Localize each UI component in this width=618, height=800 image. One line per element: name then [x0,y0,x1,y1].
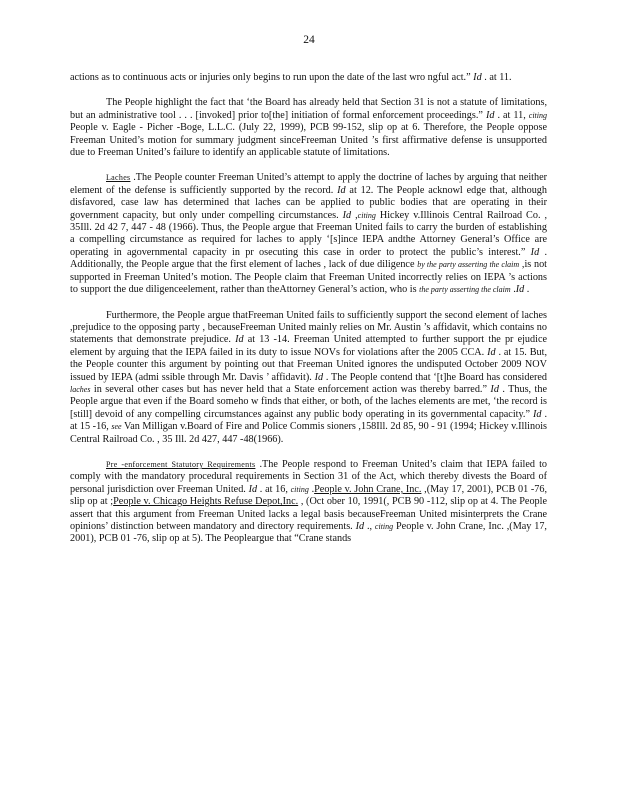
text-segment: .The People respond to Freeman United’s claim that IEPA failed to comply with the mandatory procedural requirements in Section 31 of the Act, which thereby divests the Board of personal jurisdiction over Freeman United. [70,458,547,495]
text-segment-heading-u: Pre -enforcement Statutory Requirements [106,459,256,469]
text-segment-heading-u: Laches [106,173,131,183]
text-segment: ,(May 17, 2001), PCB 01 -76, slip op at ; [70,483,548,508]
text-segment: . [308,483,315,495]
text-segment: . at 11. [481,72,512,83]
text-segment-ital: Id [314,371,324,383]
text-segment-small-it: citing [528,110,547,120]
text-segment-u: People v. John Crane, Inc. [314,483,422,495]
text-segment: The People highlight the fact that ‘the Board has already held that Section 31 is not a statute of limitations, but an administrative tool . . . [invoked] prior to[the] initiation of formal enforcement proceedings.” [70,97,547,121]
text-segment-ital: Id [485,109,495,121]
text-segment: Hickey v.Illinois Central Railroad Co. , 35Ill. 2d 42 7, 447 - 48 (1966). Thus, the People argue that Freeman United fails to carry the burden of establishing a compelling circumstance as required for laches to apply ‘[s]ince IEPA andthe Attorney General’s Office are operating in agovernmental capacity in pr osecuting this case in order to protect the public’s interest.” [70,209,547,258]
text-segment: . [510,284,516,296]
text-segment: .The People counter Freeman United’s attempt to apply the doctrine of laches by arguing that neither element of the defense is sufficiently supported by the record. [70,172,547,196]
text-segment-ital: Id [515,284,525,296]
page-number: 24 [303,34,315,46]
text-segment: in several other cases but has never held that a State enforcement action was thereby barred.” [90,383,491,395]
paragraph-laches [70,172,547,296]
text-segment-ital: Id [355,521,365,532]
text-segment-ital: Id [532,408,542,420]
text-segment-ital: Id [342,209,352,221]
text-segment-small-it: citing [374,522,394,531]
page-body [70,72,547,559]
text-segment-ital: Id [235,334,244,346]
text-segment: . at 11, [494,109,529,121]
text-segment: . at 16, [257,483,291,495]
text-segment: ,is not supported in Freeman United’s motion. The People claim that Freeman United incorrectly relies on IEPA ’s actions to support the due diligenceelement, rather than theAttorney General’s action, who is [70,259,547,296]
text-segment-small-it: the party asserting the claim [419,285,511,295]
paragraph-continuation [70,72,547,84]
paragraph-statute-of-limitations [70,97,547,159]
text-segment: at 13 -14. Freeman United attempted to further support the pr ejudice element by arguing that the IEPA failed in its duty to issue NOVs for violations after the 2005 CCA. [70,334,547,358]
text-segment-small-it: laches [70,384,91,394]
text-segment-ital: Id [487,346,496,358]
text-segment-small-it: by the party asserting the claim [417,260,520,270]
text-segment-ital: Id [337,184,346,196]
text-segment: actions as to continuous acts or injuries only begins to run upon the date of the last wro ngful act.” [70,72,474,83]
text-segment: Furthermore, the People argue thatFreeman United fails to sufficiently support the second element of laches ,prejudice to the opposing party , becauseFreeman United mainly relies on Mr. Austin ’s affidavit, which contains no statements that demonstrate prejudice. [70,309,547,346]
paragraph-pre-enforcement [70,459,547,546]
text-segment: , (Oct ober 10, 1991(, PCB 90 -112, slip op at 4. The People assert that this argument from Freeman United lacks a legal basis becauseFreeman United misinterprets the Crane opinions’ distinction between mandatory and directory requirements. [70,496,547,532]
text-segment: . at 15. But, the People counter this argument by pointing out that Freeman United ignores the undisputed October 2009 NOV issued by IEPA (admi ssible through Mr. Davis ’ affidavit). [70,346,547,383]
text-segment: ., [364,521,375,532]
text-segment-ital: Id [248,483,258,495]
text-segment: People v. Eagle - Picher -Boge, L.L.C. (July 22, 1999), PCB 99-152, slip op at 6. Therefore, the People oppose Freeman United’s motion for summary judgment sinceFreeman United ’s first affirmative defense is unsupported due to Freeman United’s failure to identify an applicable statute of limitations. [70,122,547,159]
text-segment-u: People v. Chicago Heights Refuse Depot,Inc. [113,496,299,508]
text-segment-ital: Id [473,72,482,83]
text-segment-small-it: citing [357,210,376,220]
text-segment-ital: Id [490,383,499,395]
text-segment: at 12. The People acknowl edge that, although disfavored, case law has determined that laches can be applied to public bodies that are operating in their government capacity, but only under compelling circumstances. [70,184,547,221]
text-segment: . [524,284,530,296]
text-segment: . at 15 -16, [70,408,548,433]
text-segment-small-it: citing [290,484,309,494]
text-segment: . The People contend that ‘[t]he Board has considered [323,371,547,383]
text-segment-small-it: see [111,422,122,432]
text-segment: . Thus, the People argue that even if the Board someho w finds that either, or both, of the laches elements are met, ‘the record is [still] devoid of any compelling circumstances against any public body operating in its governmental capacity.” [70,383,547,420]
paragraph-prejudice [70,310,547,446]
text-segment: People v. John Crane, Inc. ,(May 17, 2001), PCB 01 -76, slip op at 5). The Peopleargue that “Crane stands [70,521,547,545]
text-segment: , [351,209,358,221]
text-segment: Van Milligan v.Board of Fire and Police Commis sioners ,158Ill. 2d 85, 90 - 91 (1994; Hickey v.Illinois Central Railroad Co. , 35 Ill. 2d 427, 447 -48(1966). [70,421,547,445]
text-segment-ital: Id [530,246,540,258]
text-segment: . Additionally, the People argue that the first element of laches , lack of due diligence [70,246,548,271]
